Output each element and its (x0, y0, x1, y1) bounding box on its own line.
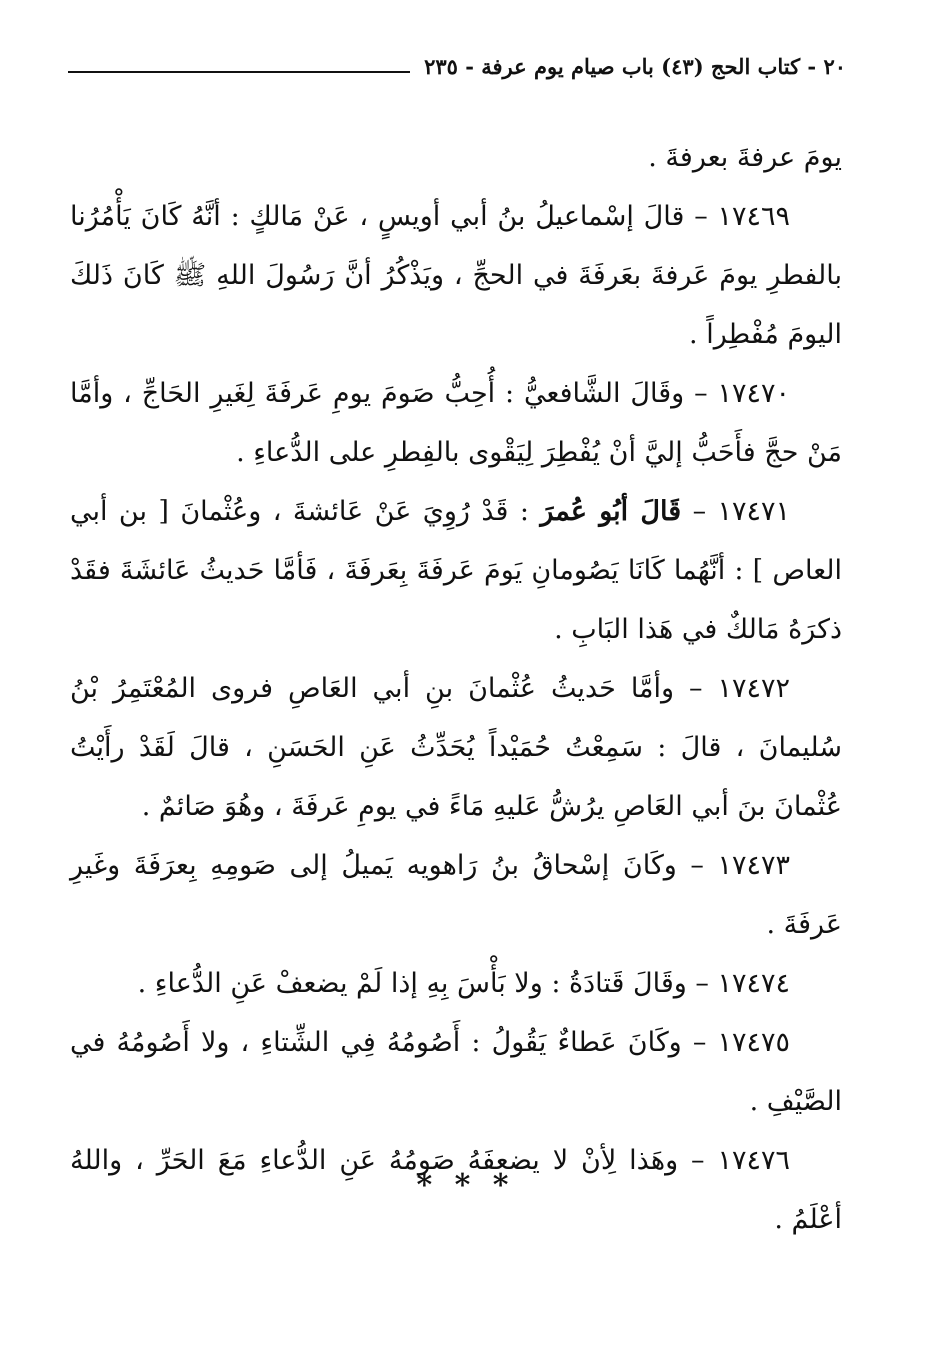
paragraph-17471: ١٧٤٧١ – قَالَ أبُو عُمرَ : قَدْ رُوِيَ عَنْ عَائشةَ ، وعُثْمانَ [ بن أبي العاص ] : أنَّهُما كَانَا يَصُومانِ يَومَ عَرفَةَ بِعَرفَةَ ، فَأمَّا حَديثُ عَائشَةَ فقَدْ ذكرَهُ مَالكٌ في هَذا البَابِ . (70, 496, 842, 645)
paragraph-number: ١٧٤٧٦ (717, 1145, 790, 1176)
paragraph-number: ١٧٤٧٥ (717, 1027, 790, 1058)
paragraph-number: ١٧٤٧٢ (717, 673, 790, 704)
paragraph-continuation (70, 128, 842, 187)
paragraph-text: – وكَانَ إسْحاقُ بنُ رَاهويه يَميلُ إلى صَومِهِ بِعرَفَةَ وغَيرِ عَرفَةَ . (70, 850, 842, 940)
paragraph-author: قَالَ أبُو عُمرَ (540, 496, 682, 527)
paragraph-number: ١٧٤٧١ (717, 496, 790, 527)
paragraph-text: : قَدْ رُوِيَ عَنْ عَائشةَ ، وعُثْمانَ [ بن أبي العاص ] : أنَّهُما كَانَا يَصُومانِ يَومَ عَرفَةَ بِعَرفَةَ ، فَأمَّا حَديثُ عَائشَةَ فقَدْ ذكرَهُ مَالكٌ في هَذا البَابِ . (70, 496, 842, 645)
paragraph-17473 (70, 836, 842, 954)
page-body (70, 128, 842, 1249)
paragraph-17470 (70, 364, 842, 482)
paragraph-number: ١٧٤٦٩ (717, 201, 790, 232)
paragraph-text: يومَ عرفةَ بعرفةَ . (648, 142, 842, 173)
running-header (68, 46, 846, 86)
paragraph-number: ١٧٤٧٠ (717, 378, 790, 409)
paragraph-text: – وهَذا لِأنْ لا يضعفَهُ صَومُهُ عَنِ الدُّعاءِ مَعَ الحَرِّ ، واللهُ أعْلَمُ . (70, 1145, 842, 1235)
paragraph-text: – وقَالَ الشَّافعيُّ : أُحِبُّ صَومَ يومِ عَرفَةَ لِغَيرِ الحَاجِّ ، وأمَّا مَنْ حجَّ فأَحَبُّ إليَّ أنْ يُفْطِرَ لِيَقْوى بالفِطرِ على الدُّعاءِ . (70, 378, 842, 468)
paragraph-text: – وكَانَ عَطاءٌ يَقُولُ : أَصُومُهُ فِي الشِّتاءِ ، ولا أَصُومُهُ في الصَّيْفِ . (70, 1027, 842, 1117)
paragraph-number: ١٧٤٧٣ (717, 850, 790, 881)
paragraph-text: – وقَالَ قَتادَةُ : ولا بَأْسَ بِهِ إذا لَمْ يضعفْ عَنِ الدُّعاءِ . (137, 968, 718, 999)
header-rule (68, 71, 410, 73)
paragraph-text: – قالَ إسْماعيلُ بنُ أبي أويسٍ ، عَنْ مَالكٍ : أنَّهُ كَانَ يَأْمُرُنا بالفطرِ يومَ عَرفةَ بعَرفَةَ في الحجِّ ، ويَذْكُرُ أنَّ رَسُولَ اللهِ ﷺ كَانَ ذَلكَ اليومَ مُفْطِراً . (70, 201, 842, 350)
paragraph-17474 (70, 954, 842, 1013)
section-separator: * * * (416, 1168, 515, 1203)
paragraph-17469 (70, 187, 842, 364)
paragraph-17472 (70, 659, 842, 836)
paragraph-number: ١٧٤٧٤ (717, 968, 790, 999)
running-title: ٢٠ - كتاب الحج (٤٣) باب صيام يوم عرفة - ٢٣٥ (424, 53, 846, 79)
paragraph-17475 (70, 1013, 842, 1131)
paragraph-text: – وأمَّا حَديثُ عُثْمانَ بنِ أبي العَاصِ فروى المُعْتَمِرُ بْنُ سُليمانَ ، قالَ : سَمِعْتُ حُمَيْداً يُحَدِّثُ عَنِ الحَسَنِ ، قالَ لَقَدْ رأَيْتُ عُثْمانَ بنَ أبي العَاصِ يرُشُّ عَليهِ مَاءً في يومِ عَرفَةَ ، وهُوَ صَائمٌ . (70, 673, 842, 822)
